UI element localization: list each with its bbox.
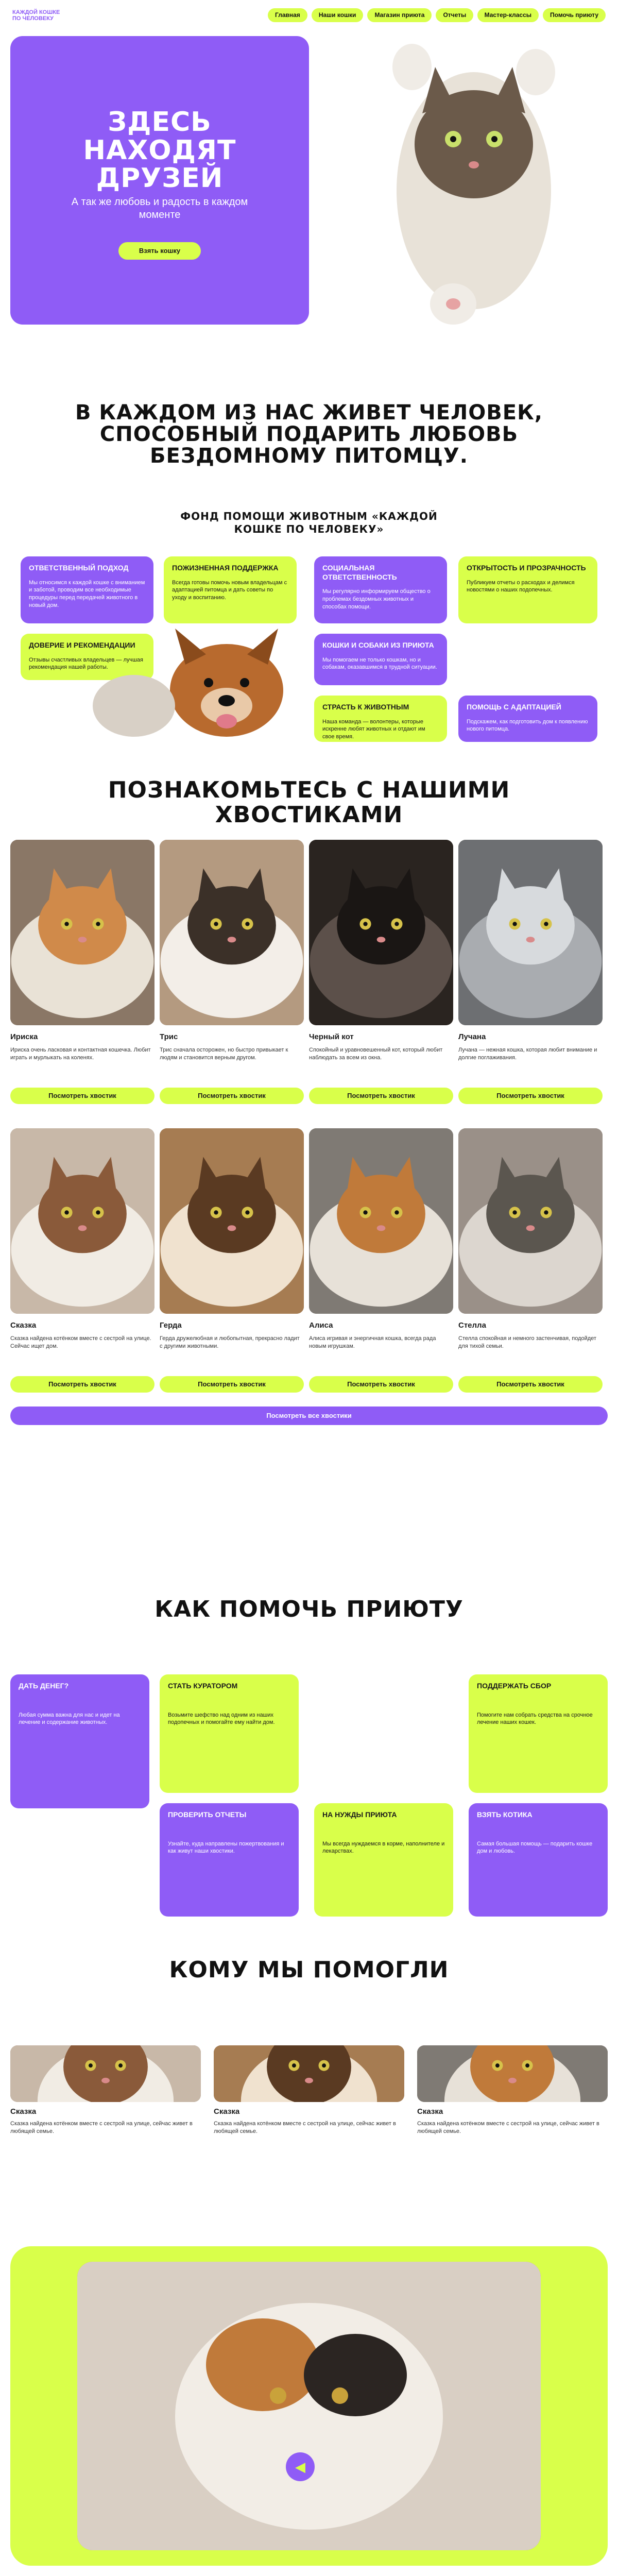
view-pet-button[interactable]: Посмотреть хвостик xyxy=(160,1088,304,1104)
helped-name: Сказка xyxy=(10,2107,37,2116)
hero-subtitle: А так же любовь и радость в каждом моменте xyxy=(71,196,248,221)
helped-section xyxy=(0,1958,618,2267)
pet-card xyxy=(458,1128,603,1396)
pet-description: Герда дружелюбная и любопытная, прекрасно ладит с другими животными. xyxy=(160,1335,300,1349)
pet-description: Сказка найдена котёнком вместе с сестрой на улице. Сейчас ищет дом. xyxy=(10,1335,151,1349)
helped-photo xyxy=(214,2045,404,2102)
pet-name: Алиса xyxy=(309,1321,333,1330)
helped-photo xyxy=(417,2045,608,2102)
pet-description: Стелла спокойная и немного застенчивая, подойдет для тихой семьи. xyxy=(458,1335,596,1349)
pet-card xyxy=(309,840,453,1108)
hero-title: ЗДЕСЬ НАХОДЯТ ДРУЗЕЙ xyxy=(83,107,236,194)
helped-description: Сказка найдена котёнком вместе с сестрой на улице, сейчас живет в любящей семье. xyxy=(417,2120,599,2134)
pet-photo xyxy=(458,1128,603,1314)
pet-name: Герда xyxy=(160,1321,182,1330)
mission-subtitle: ФОНД ПОМОЩИ ЖИВОТНЫМ «КАЖДОЙ КОШКЕ ПО ЧЕЛОВЕКУ» xyxy=(180,510,438,535)
help-card-curator[interactable] xyxy=(160,1674,299,1793)
pet-description: Спокойный и уравновешенный кот, который любит наблюдать за всем из окна. xyxy=(309,1046,443,1061)
view-pet-button[interactable]: Посмотреть хвостик xyxy=(160,1376,304,1393)
pet-card xyxy=(309,1128,453,1396)
view-pet-button[interactable]: Посмотреть хвостик xyxy=(309,1376,453,1393)
nav-reports[interactable]: Отчеты xyxy=(436,8,473,22)
pet-name: Черный кот xyxy=(309,1032,354,1041)
view-pet-button[interactable]: Посмотреть хвостик xyxy=(10,1376,154,1393)
pet-name: Сказка xyxy=(10,1321,37,1330)
mission-card-title: ДОВЕРИЕ И РЕКОМЕНДАЦИИ xyxy=(29,641,135,649)
logo-line-1: КАЖДОЙ КОШКЕ xyxy=(12,9,60,15)
pet-card xyxy=(10,1128,154,1396)
helped-description: Сказка найдена котёнком вместе с сестрой на улице, сейчас живет в любящей семье. xyxy=(10,2120,193,2134)
view-pet-button[interactable]: Посмотреть хвостик xyxy=(458,1088,603,1104)
helped-card xyxy=(10,2045,201,2159)
main-nav xyxy=(268,8,473,22)
adopt-button[interactable]: Взять кошку xyxy=(118,242,201,260)
help-card-title: СТАТЬ КУРАТОРОМ xyxy=(168,1682,238,1690)
help-title: КАК ПОМОЧЬ ПРИЮТУ xyxy=(154,1596,464,1622)
hero-panel xyxy=(10,36,309,325)
nav-masterclass[interactable]: Мастер-классы xyxy=(477,8,539,22)
mission-section xyxy=(0,335,618,742)
secondary-nav xyxy=(477,8,606,22)
mission-card-text: Мы регулярно информируем общество о проблемах бездомных животных и способах помощи. xyxy=(322,588,431,610)
help-card-text: Узнайте, куда направлены пожертвования и как живут наши хвостики. xyxy=(168,1840,284,1855)
pets-section xyxy=(0,777,618,1419)
pet-photo xyxy=(10,1128,154,1314)
mission-card-text: Мы помогаем не только кошкам, но и собакам, оказавшимся в трудной ситуации. xyxy=(322,656,437,671)
pet-photo xyxy=(309,1128,453,1314)
helped-name: Сказка xyxy=(417,2107,443,2116)
pet-name: Стелла xyxy=(458,1321,486,1330)
help-section xyxy=(0,1597,618,1958)
mission-card-text: Отзывы счастливых владельцев — лучшая рекомендация нашей работы. xyxy=(29,656,143,671)
mission-card-text: Наша команда — волонтеры, которые искренне любят животных и отдают им свое время. xyxy=(322,718,425,740)
mission-card-text: Всегда готовы помочь новым владельцам с адаптацией питомца и дать советы по уходу и воспитанию. xyxy=(172,579,287,601)
helped-description: Сказка найдена котёнком вместе с сестрой на улице, сейчас живет в любящей семье. xyxy=(214,2120,396,2134)
pet-card xyxy=(160,1128,304,1396)
nav-home[interactable]: Главная xyxy=(268,8,307,22)
helped-photo xyxy=(10,2045,201,2102)
pet-photo xyxy=(458,840,603,1025)
mission-card-text: Мы относимся к каждой кошке с вниманием и заботой, проводим все необходимые процедуры перед передачей животного в новый дом. xyxy=(29,579,145,609)
pet-description: Ириска очень ласковая и контактная кошечка. Любит играть и мурлыкать на коленях. xyxy=(10,1046,151,1061)
logo-line-2: ПО ЧЕЛОВЕКУ xyxy=(12,15,54,22)
gallery-photo xyxy=(77,2262,541,2550)
mission-card-title: СОЦИАЛЬНАЯ ОТВЕТСТВЕННОСТЬ xyxy=(322,564,397,581)
help-card-needs[interactable] xyxy=(314,1803,453,1917)
pet-card xyxy=(160,840,304,1108)
mission-card-title: ОТКРЫТОСТЬ И ПРОЗРАЧНОСТЬ xyxy=(467,564,586,572)
helped-card xyxy=(214,2045,404,2159)
dog-image xyxy=(72,623,299,737)
hero xyxy=(0,36,618,330)
pet-name: Ириска xyxy=(10,1032,38,1041)
mission-card-7 xyxy=(314,696,447,742)
help-card-text: Возьмите шефство над одним из наших подопечных и помогайте ему найти дом. xyxy=(168,1711,275,1726)
help-card-title: ДАТЬ ДЕНЕГ? xyxy=(19,1682,69,1690)
helped-title: КОМУ МЫ ПОМОГЛИ xyxy=(169,1957,449,1983)
help-card-reports[interactable] xyxy=(160,1803,299,1917)
nav-shop[interactable]: Магазин приюта xyxy=(367,8,432,22)
help-card-title: ПОДДЕРЖАТЬ СБОР xyxy=(477,1682,552,1690)
pet-photo xyxy=(309,840,453,1025)
help-card-title: НА НУЖДЫ ПРИЮТА xyxy=(322,1810,397,1819)
logo[interactable] xyxy=(12,9,60,22)
mission-card-title: КОШКИ И СОБАКИ ИЗ ПРИЮТА xyxy=(322,641,434,649)
gallery-prev-icon[interactable]: ◀ xyxy=(286,2452,315,2481)
pet-description: Трис сначала осторожен, но быстро привыкает к людям и становится верным другом. xyxy=(160,1046,288,1061)
view-pet-button[interactable]: Посмотреть хвостик xyxy=(309,1088,453,1104)
pet-description: Лучана — нежная кошка, которая любит внимание и долгие поглаживания. xyxy=(458,1046,597,1061)
pet-photo xyxy=(10,840,154,1025)
help-card-text: Мы всегда нуждаемся в корме, наполнителе и лекарствах. xyxy=(322,1840,445,1855)
pet-photo xyxy=(160,840,304,1025)
pet-description: Алиса игривая и энергичная кошка, всегда рада новым игрушкам. xyxy=(309,1335,436,1349)
view-pet-button[interactable]: Посмотреть хвостик xyxy=(10,1088,154,1104)
mission-card-8 xyxy=(458,696,597,742)
header xyxy=(0,0,618,31)
helped-name: Сказка xyxy=(214,2107,240,2116)
gallery-frame xyxy=(10,2246,608,2566)
all-pets-button[interactable]: Посмотреть все хвостики xyxy=(10,1406,608,1425)
mission-card-title: СТРАСТЬ К ЖИВОТНЫМ xyxy=(322,703,409,711)
hero-cat-image xyxy=(319,36,608,325)
pet-photo xyxy=(160,1128,304,1314)
mission-card-1 xyxy=(21,556,153,623)
mission-card-4 xyxy=(458,556,597,623)
helped-card xyxy=(417,2045,608,2159)
pet-name: Лучана xyxy=(458,1032,486,1041)
help-card-text: Любая сумма важна для нас и идет на лечение и содержание животных. xyxy=(19,1711,120,1726)
help-card-fundraiser[interactable] xyxy=(469,1674,608,1793)
pets-title: ПОЗНАКОМЬТЕСЬ С НАШИМИ ХВОСТИКАМИ xyxy=(108,777,510,828)
help-card-text: Помогите нам собрать средства на срочное лечение наших кошек. xyxy=(477,1711,593,1726)
help-card-money[interactable] xyxy=(10,1674,149,1808)
help-card-title: ВЗЯТЬ КОТИКА xyxy=(477,1810,533,1819)
pet-card xyxy=(10,840,154,1108)
mission-card-3 xyxy=(314,556,447,623)
mission-card-title: ПОМОЩЬ С АДАПТАЦИЕЙ xyxy=(467,703,561,711)
mission-card-2 xyxy=(164,556,297,623)
nav-help[interactable]: Помочь приюту xyxy=(543,8,606,22)
help-card-text: Самая большая помощь — подарить кошке дом и любовь. xyxy=(477,1840,593,1855)
mission-card-text: Подскажем, как подготовить дом к появлению нового питомца. xyxy=(467,718,588,733)
mission-card-6 xyxy=(314,634,447,685)
pet-card xyxy=(458,840,603,1108)
view-pet-button[interactable]: Посмотреть хвостик xyxy=(458,1376,603,1393)
pet-name: Трис xyxy=(160,1032,178,1041)
gallery-section xyxy=(0,2246,618,2576)
mission-card-text: Публикуем отчеты о расходах и делимся новостями о наших подопечных. xyxy=(467,579,575,594)
help-card-title: ПРОВЕРИТЬ ОТЧЕТЫ xyxy=(168,1810,247,1819)
mission-card-title: ПОЖИЗНЕННАЯ ПОДДЕРЖКА xyxy=(172,564,279,572)
help-card-adopt[interactable] xyxy=(469,1803,608,1917)
nav-cats[interactable]: Наши кошки xyxy=(312,8,364,22)
mission-card-title: ОТВЕТСТВЕННЫЙ ПОДХОД xyxy=(29,564,129,572)
mission-title: В КАЖДОМ ИЗ НАС ЖИВЕТ ЧЕЛОВЕК, СПОСОБНЫЙ ПОДАРИТЬ ЛЮБОВЬ БЕЗДОМНОМУ ПИТОМЦУ. xyxy=(75,401,543,468)
